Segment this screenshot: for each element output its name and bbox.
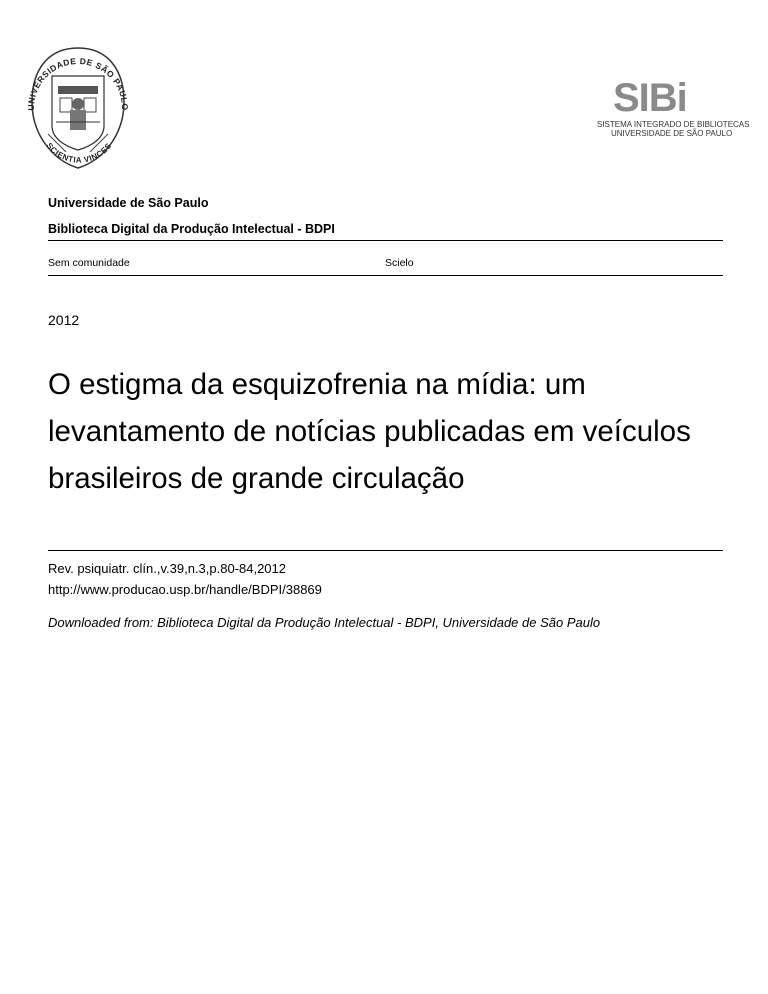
sibi-subtitle-2: UNIVERSIDADE DE SÃO PAULO (611, 129, 733, 138)
svg-text:SCIENTIA VINCES (45, 141, 114, 165)
usp-seal-logo (18, 42, 138, 174)
community-label: Sem comunidade (48, 257, 130, 269)
handle-link[interactable]: http://www.producao.usp.br/handle/BDPI/38869 (48, 582, 322, 597)
citation: Rev. psiquiatr. clín.,v.39,n.3,p.80-84,2012 (48, 561, 286, 576)
divider-bottom (48, 550, 723, 551)
divider-meta (48, 275, 723, 276)
document-title: O estigma da esquizofrenia na mídia: um levantamento de notícias publicadas em veículos brasileiros de grande circulação (48, 368, 691, 495)
sibi-subtitle-1: SISTEMA INTEGRADO DE BIBLIOTECAS (597, 120, 750, 129)
collection-label: Scielo (385, 257, 414, 269)
sibi-logo (597, 76, 750, 140)
downloaded-from: Downloaded from: Biblioteca Digital da Produção Intelectual - BDPI, Universidade de São Paulo (48, 615, 601, 630)
publication-year: 2012 (48, 312, 80, 328)
divider-top (48, 240, 723, 241)
usp-seal-icon (18, 42, 138, 174)
university-name: Universidade de São Paulo (48, 196, 209, 210)
library-name: Biblioteca Digital da Produção Intelectual - BDPI (48, 222, 335, 236)
seal-text-top: UNIVERSIDADE DE SÃO PAULO (25, 55, 131, 111)
seal-text-bottom: SCIENTIA VINCES (44, 141, 114, 165)
sibi-wordmark: SIBi (613, 76, 687, 120)
